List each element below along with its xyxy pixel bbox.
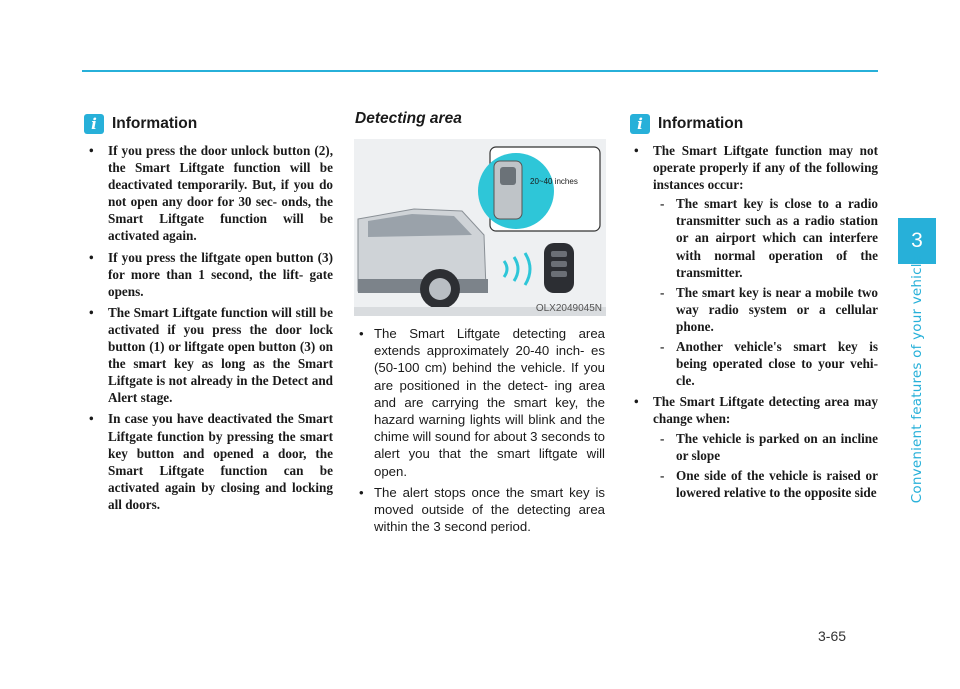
- info-title: Information: [112, 115, 198, 132]
- header-rule: [82, 70, 878, 72]
- detecting-list: [355, 325, 605, 535]
- sub-list: [653, 195, 878, 389]
- info-header-right: [630, 114, 743, 134]
- list-item: • The alert stops once the smart key is moved outside of the detecting area within the 3 second period.: [355, 484, 605, 536]
- info-right-list: [630, 142, 878, 501]
- info-icon: i: [84, 114, 104, 134]
- sub-list-item: - The smart key is close to a radio transmitter such as a radio station or an airport which can interfere with normal operation of the transmitter.: [653, 195, 878, 280]
- info-right-body: [630, 142, 878, 505]
- info-icon: i: [630, 114, 650, 134]
- figure-code: OLX2049045N: [535, 303, 602, 314]
- chapter-title: Convenient features of your vehicle: [909, 254, 925, 504]
- vehicle-illustration: [354, 139, 606, 316]
- sub-list-item: - One side of the vehicle is raised or lowered relative to the opposite side: [653, 467, 878, 501]
- list-item: [630, 142, 878, 389]
- info-left-body: [85, 142, 333, 517]
- sub-list-item: - The smart key is near a mobile two way radio system or a cellular phone.: [653, 284, 878, 335]
- chapter-tab: 3: [898, 218, 936, 264]
- list-item: • The Smart Liftgate function will still be activated if you press the door lock button (1) or liftgate open button (3) on the smart key as long as the Smart Liftgate is not already in the Detect and Alert stage.: [85, 304, 333, 407]
- info-title: Information: [658, 115, 744, 132]
- list-item: [630, 393, 878, 501]
- list-item-text: The Smart Liftgate function may not operate properly if any of the following instances occur:: [653, 143, 878, 193]
- detecting-area-figure: [354, 139, 606, 316]
- list-item: • The Smart Liftgate detecting area extends approximately 20-40 inch- es (50-100 cm) behind the vehicle. If you are positioned in the detect- ing area and are carrying the smart key, the hazard warning lights will blink and the chime will sound for about 3 seconds to alert you that the smart liftgate will open.: [355, 325, 605, 480]
- info-header-left: [84, 114, 197, 134]
- sub-list: [653, 430, 878, 501]
- sub-list-item: - Another vehicle's smart key is being operated close to your vehi- cle.: [653, 338, 878, 389]
- section-title: Detecting area: [355, 110, 462, 127]
- detecting-body: [355, 325, 605, 539]
- list-item: • If you press the liftgate open button (3) for more than 1 second, the lift- gate opens.: [85, 249, 333, 300]
- page-number: 3-65: [818, 628, 847, 644]
- list-item: • In case you have deactivated the Smart Liftgate function by pressing the smart key button and opened a door, the Smart Liftgate function can be activated again by closing and locking all doors.: [85, 410, 333, 513]
- list-item: • If you press the door unlock button (2), the Smart Liftgate function will be deactivated temporarily. But, if you do not open any door for 30 sec- onds, the Smart Liftgate function will be activated again.: [85, 142, 333, 245]
- list-item-text: The Smart Liftgate detecting area may change when:: [653, 394, 878, 427]
- sub-list-item: - The vehicle is parked on an incline or slope: [653, 430, 878, 464]
- info-left-list: [85, 142, 333, 513]
- range-label: 20~40 inches: [530, 177, 578, 186]
